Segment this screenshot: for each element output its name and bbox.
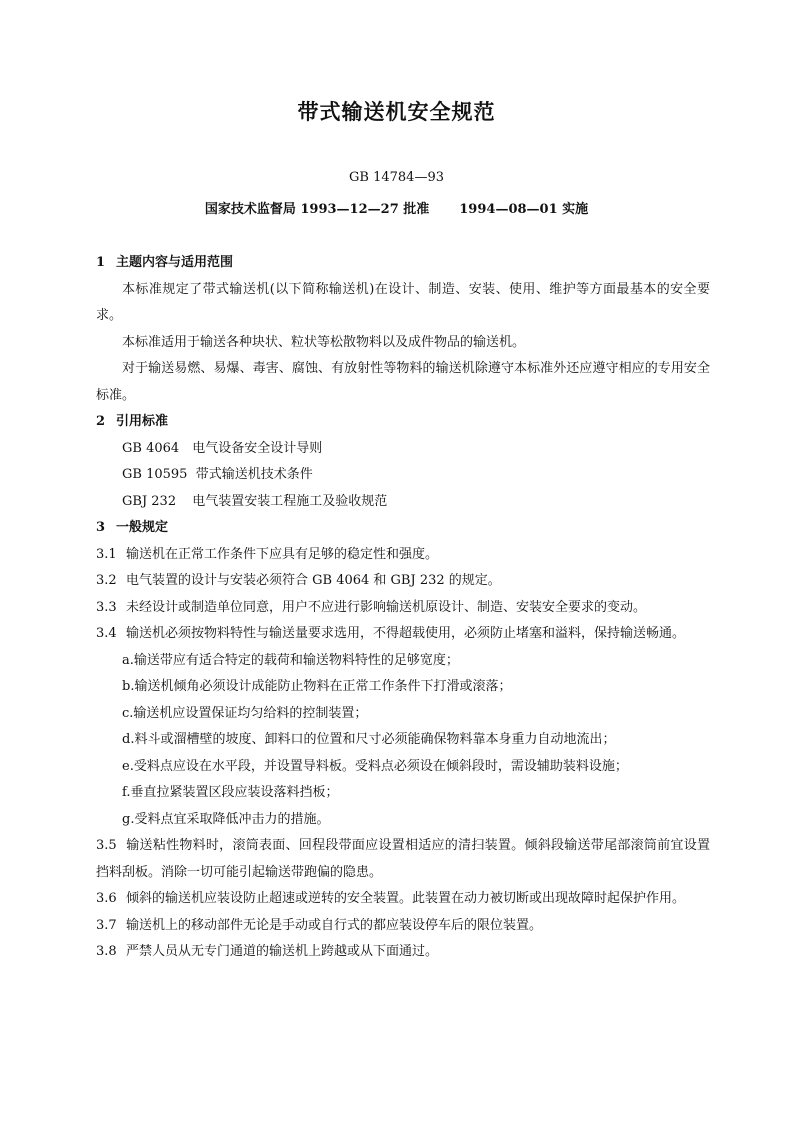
implementation-date: 1994—08—01 实施 — [459, 202, 589, 217]
list-item: f.垂直拉紧装置区段应装设落料挡板； — [122, 785, 339, 800]
list-item: a.输送带应有适合特定的载荷和输送物料特性的足够宽度； — [122, 652, 459, 668]
reference-item: GBJ 232 电气装置安装工程施工及验收规范 — [122, 493, 388, 509]
paragraph: 本标准适用于输送各种块状、粒状等松散物料以及成件物品的输送机。 — [122, 334, 526, 350]
clause-3-5: 3.5 输送粘性物料时，滚筒表面、回程段带面应设置相适应的清扫装置。倾斜段输送带尾部滚筒前宜设置挡料刮板。消除一切可能引起输送带跑偏的隐患。 — [96, 838, 710, 880]
paragraph: 对于输送易燃、易爆、毒害、腐蚀、有放射性等物料的输送机除遵守本标准外还应遵守相应的专用安全标准。 — [96, 361, 710, 403]
section-heading-1: 1 主题内容与适用范围 — [96, 255, 234, 270]
standard-code: GB 14784—93 — [349, 170, 444, 185]
approval-date: 国家技术监督局 1993—12—27 批准 — [204, 202, 430, 217]
list-item: g.受料点宜采取降低冲击力的措施。 — [122, 811, 330, 827]
list-item: d.料斗或溜槽壁的坡度、卸料口的位置和尺寸必须能确保物料靠本身重力自动地流出； — [122, 732, 616, 747]
approval-line — [0, 198, 793, 217]
clause-3-8: 3.8 严禁人员从无专门通道的输送机上跨越或从下面通过。 — [96, 944, 439, 959]
clause-3-4: 3.4 输送机必须按物料特性与输送量要求选用，不得超载使用，必须防止堵塞和溢料，保持输送畅通。 — [96, 626, 686, 641]
list-item: b.输送机倾角必须设计成能防止物料在正常工作条件下打滑或滚落； — [122, 679, 512, 694]
section-heading-2: 2 引用标准 — [96, 414, 169, 429]
list-item: c.输送机应设置保证均匀给料的控制装置； — [122, 705, 368, 721]
clause-3-3: 3.3 未经设计或制造单位同意，用户不应进行影响输送机原设计、制造、安装安全要求的变动。 — [96, 599, 647, 615]
document-body — [96, 250, 710, 966]
reference-item: GB 4064 电气设备安全设计导则 — [122, 440, 323, 456]
clause-3-2: 3.2 电气装置的设计与安装必须符合 GB 4064 和 GBJ 232 的规定。 — [96, 573, 501, 588]
clause-3-6: 3.6 倾斜的输送机应装设防止超速或逆转的安全装置。此装置在动力被切断或出现故障时起保护作用。 — [96, 891, 686, 906]
section-heading-3: 3 一般规定 — [96, 520, 169, 535]
clause-3-1: 3.1 输送机在正常工作条件下应具有足够的稳定性和强度。 — [96, 546, 439, 562]
list-item: e.受料点应设在水平段，并设置导料板。受料点必须设在倾斜段时，需设辅助装料设施； — [122, 758, 628, 774]
page-title: 带式输送机安全规范 — [297, 100, 496, 124]
clause-3-7: 3.7 输送机上的移动部件无论是手动或自行式的都应装设停车后的限位装置。 — [96, 917, 543, 933]
paragraph: 本标准规定了带式输送机(以下简称输送机)在设计、制造、安装、使用、维护等方面最基本的安全要求。 — [96, 281, 710, 323]
reference-item: GB 10595 带式输送机技术条件 — [122, 467, 313, 482]
